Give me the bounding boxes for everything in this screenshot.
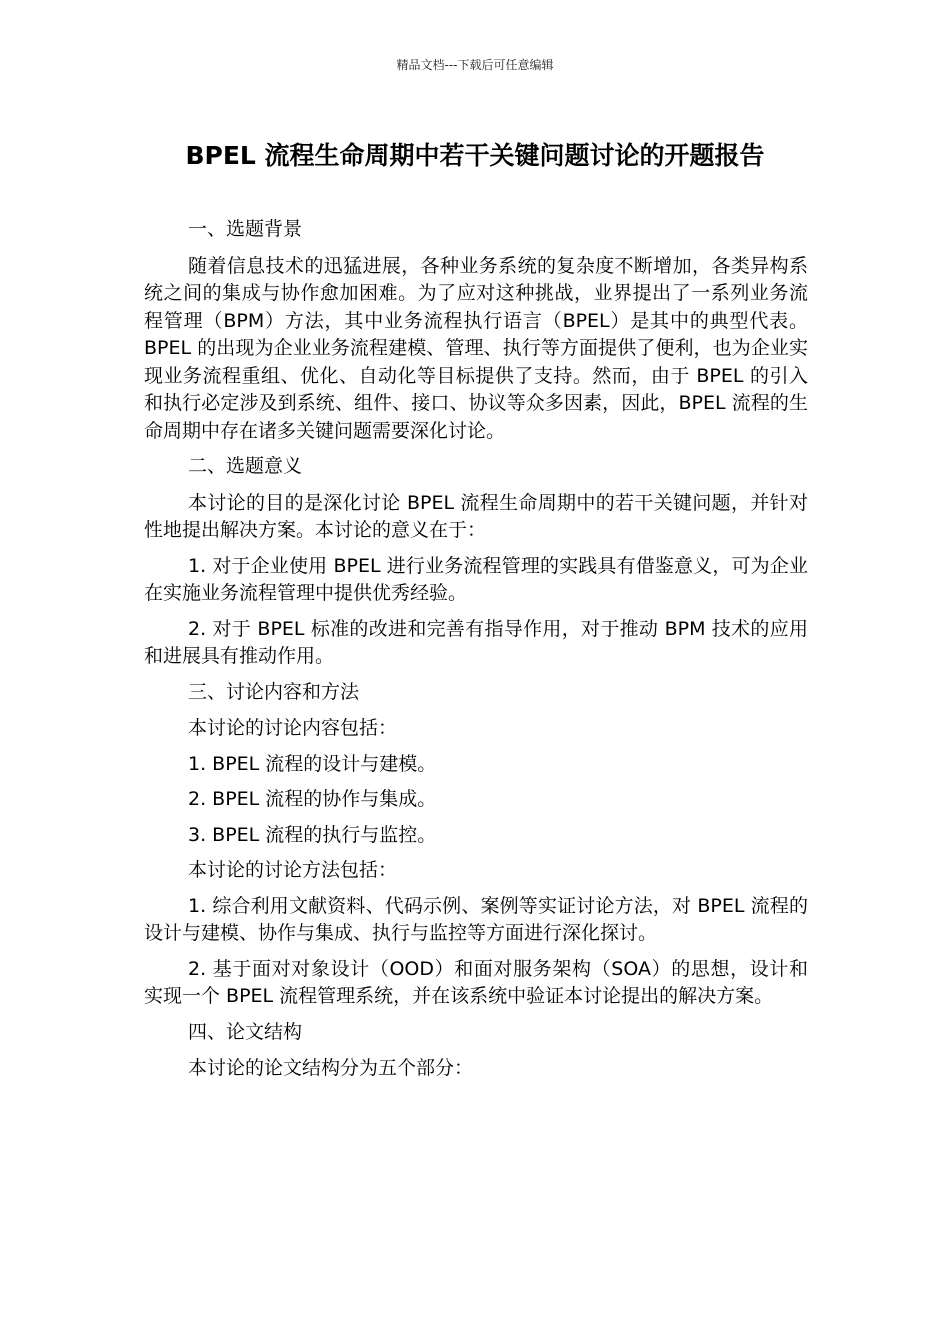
- section-heading-structure: 四、论文结构: [188, 1020, 303, 1043]
- paragraph-significance-intro: 本讨论的目的是深化讨论 BPEL 流程生命周期中的若干关键问题，并针对性地提出解决方案。本讨论的意义在于：: [144, 491, 808, 541]
- paragraph-significance-item-1: 1. 对于企业使用 BPEL 进行业务流程管理的实践具有借鉴意义，可为企业在实施业务流程管理中提供优秀经验。: [144, 554, 808, 604]
- paragraph-content-item-2: 2. BPEL 流程的协作与集成。: [188, 788, 437, 810]
- page-header: 精品文档---下载后可任意编辑: [396, 58, 554, 72]
- document-body: [144, 216, 808, 1091]
- section-heading-significance: 二、选题意义: [188, 455, 303, 477]
- paragraph-structure-intro: 本讨论的论文结构分为五个部分：: [188, 1057, 474, 1079]
- paragraph-method-intro: 本讨论的讨论方法包括：: [188, 859, 398, 881]
- document-title: BPEL 流程生命周期中若干关键问题讨论的开题报告: [185, 141, 765, 170]
- paragraph-content-item-1: 1. BPEL 流程的设计与建模。: [188, 752, 437, 775]
- paragraph-content-item-3: 3. BPEL 流程的执行与监控。: [188, 823, 437, 846]
- paragraph-method-item-2: 2. 基于面对对象设计（OOD）和面对服务架构（SOA）的思想，设计和实现一个 BPEL 流程管理系统，并在该系统中验证本讨论提出的解决方案。: [144, 957, 808, 1007]
- section-heading-background: 一、选题背景: [188, 218, 303, 240]
- paragraph-background: 随着信息技术的迅猛进展，各种业务系统的复杂度不断增加，各类异构系统之间的集成与协作愈加困难。为了应对这种挑战，业界提出了一系列业务流程管理（BPM）方法，其中业务流程执行语言（BPEL）是其中的典型代表。BPEL 的出现为企业业务流程建模、管理、执行等方面提供了便利，也为企业实现业务流程重组、优化、自动化等目标提供了支持。然而，由于 BPEL 的引入和执行必定涉及到系统、组件、接口、协议等众多因素，因此，BPEL 流程的生命周期中存在诸多关键问题需要深化讨论。: [144, 254, 808, 442]
- section-heading-content-method: 三、讨论内容和方法: [188, 680, 360, 703]
- paragraph-content-intro: 本讨论的讨论内容包括：: [188, 717, 398, 739]
- paragraph-significance-item-2: 2. 对于 BPEL 标准的改进和完善有指导作用，对于推动 BPM 技术的应用和进展具有推动作用。: [144, 617, 808, 667]
- paragraph-method-item-1: 1. 综合利用文献资料、代码示例、案例等实证讨论方法，对 BPEL 流程的设计与建模、协作与集成、执行与监控等方面进行深化探讨。: [144, 894, 808, 944]
